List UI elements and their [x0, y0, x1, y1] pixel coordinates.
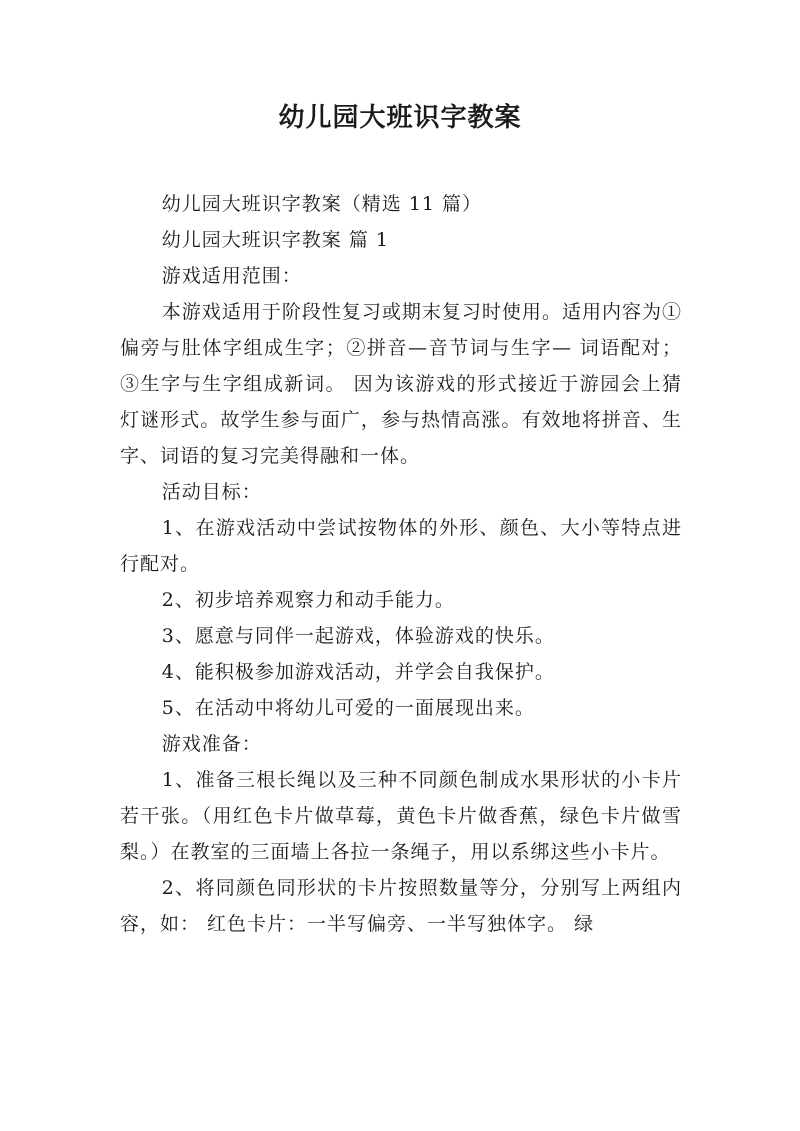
goal-item: 2、初步培养观察力和动手能力。 [161, 589, 455, 611]
goal-item: 3、愿意与同伴一起游戏，体验游戏的快乐。 [161, 625, 555, 647]
preparation-item: 2、将同颜色同形状的卡片按照数量等分，分别写上两组内容，如： 红色卡片：一半写偏旁、一半写独体字。 绿 [120, 877, 682, 935]
goal-item: 1、在游戏活动中尝试按物体的外形、颜色、大小等特点进行配对。 [120, 517, 682, 575]
section-heading-preparation: 游戏准备： [161, 733, 262, 755]
goal-item: 5、在活动中将幼儿可爱的一面展现出来。 [161, 697, 535, 719]
goal-item: 4、能积极参加游戏活动，并学会自我保护。 [161, 661, 555, 683]
document-body [120, 186, 682, 942]
article-heading: 幼儿园大班识字教案 篇 1 [161, 229, 389, 251]
collection-heading: 幼儿园大班识字教案（精选 11 篇） [161, 193, 483, 215]
preparation-item: 1、准备三根长绳以及三种不同颜色制成水果形状的小卡片若干张。（用红色卡片做草莓，黄色卡片做香蕉，绿色卡片做雪梨。）在教室的三面墙上各拉一条绳子，用以系绑这些小卡片。 [120, 769, 682, 863]
document-title: 幼儿园大班识字教案 [278, 103, 522, 133]
section-heading-goals: 活动目标： [161, 481, 262, 503]
section-heading-scope: 游戏适用范围： [161, 265, 302, 287]
scope-paragraph: 本游戏适用于阶段性复习或期末复习时使用。适用内容为①偏旁与肚体字组成生字；②拼音—音节词与生字— 词语配对；③生字与生字组成新词。 因为该游戏的形式接近于游园会上猜灯谜形式。故学生参与面广，参与热情高涨。有效地将拼音、生字、词语的复习完美得融和一体。 [120, 301, 682, 467]
